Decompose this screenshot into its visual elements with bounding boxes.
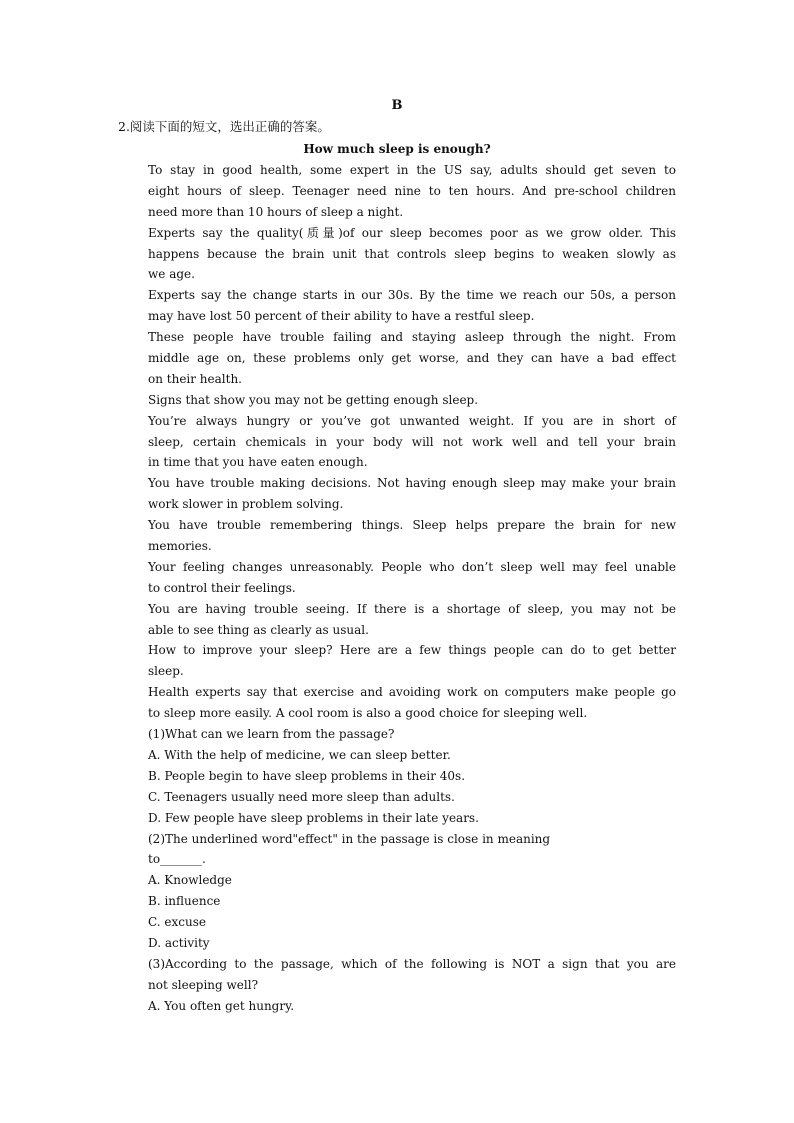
text-line: These people have trouble failing and staying asleep through the night. From bbox=[148, 330, 676, 345]
text-line: sleep, certain chemicals in your body will not work well and tell your brain bbox=[148, 434, 676, 449]
text-line: To stay in good health, some expert in the US say, adults should get seven to bbox=[148, 163, 676, 177]
text-line: D. activity bbox=[148, 935, 210, 950]
text-line: C. excuse bbox=[148, 915, 206, 930]
text-line: A. You often get hungry. bbox=[148, 998, 295, 1013]
text-line: You have trouble remembering things. Sleep helps prepare the brain for new bbox=[148, 518, 676, 533]
text-line: able to see thing as clearly as usual. bbox=[148, 622, 369, 637]
text-line: middle age on, these problems only get worse, and they can have a bad effect bbox=[148, 351, 676, 366]
text-line: B. People begin to have sleep problems in their 40s. bbox=[148, 768, 466, 783]
text-line: in time that you have eaten enough. bbox=[148, 455, 368, 470]
text-line: Health experts say that exercise and avoiding work on computers make people go bbox=[148, 685, 676, 700]
text-line: on their health. bbox=[148, 371, 242, 386]
text-line: eight hours of sleep. Teenager need nine to ten hours. And pre-school children bbox=[148, 183, 676, 198]
text-line: may have lost 50 percent of their ability to have a restful sleep. bbox=[148, 309, 535, 324]
text-line: (1)What can we learn from the passage? bbox=[148, 727, 395, 742]
text-line: Experts say the quality(质量)of our sleep becomes poor as we grow older. This bbox=[148, 225, 676, 240]
text-line: Experts say the change starts in our 30s. By the time we reach our 50s, a person bbox=[148, 288, 676, 303]
text-line: (2)The underlined word"effect" in the passage is close in meaning bbox=[148, 831, 551, 846]
text-line: Signs that show you may not be getting enough sleep. bbox=[148, 392, 479, 407]
text-line: How to improve your sleep? Here are a few things people can do to get better bbox=[148, 643, 676, 658]
text-line: not sleeping well? bbox=[148, 977, 259, 992]
text-line: You have trouble making decisions. Not having enough sleep may make your brain bbox=[148, 476, 676, 491]
text-line: A. Knowledge bbox=[148, 873, 232, 888]
text-line: work slower in problem solving. bbox=[148, 497, 344, 512]
text-line: happens because the brain unit that controls sleep begins to weaken slowly as bbox=[148, 246, 676, 261]
text-line: D. Few people have sleep problems in their late years. bbox=[148, 810, 479, 825]
text-line: need more than 10 hours of sleep a night. bbox=[148, 204, 404, 219]
text-line: (3)According to the passage, which of the following is NOT a sign that you are bbox=[148, 956, 676, 971]
text-line: B. influence bbox=[148, 894, 221, 909]
passage-body bbox=[148, 160, 676, 1017]
passage-title: How much sleep is enough? bbox=[303, 142, 491, 156]
text-line: memories. bbox=[148, 539, 212, 554]
text-line: to_______. bbox=[148, 852, 206, 867]
text-line: A. With the help of medicine, we can sleep better. bbox=[148, 747, 451, 762]
section-letter: B bbox=[391, 98, 403, 113]
text-line: You are having trouble seeing. If there is a shortage of sleep, you may not be bbox=[148, 601, 676, 616]
text-line: to control their feelings. bbox=[148, 580, 296, 595]
text-line: we age. bbox=[148, 267, 195, 282]
text-line: to sleep more easily. A cool room is also a good choice for sleeping well. bbox=[148, 706, 588, 721]
question-intro: 2.阅读下面的短文，选出正确的答案。 bbox=[118, 119, 330, 134]
text-line: C. Teenagers usually need more sleep than adults. bbox=[148, 789, 455, 804]
text-line: sleep. bbox=[148, 664, 184, 679]
text-line: You’re always hungry or you’ve got unwanted weight. If you are in short of bbox=[148, 413, 676, 428]
text-line: Your feeling changes unreasonably. People who don’t sleep well may feel unable bbox=[148, 559, 676, 574]
